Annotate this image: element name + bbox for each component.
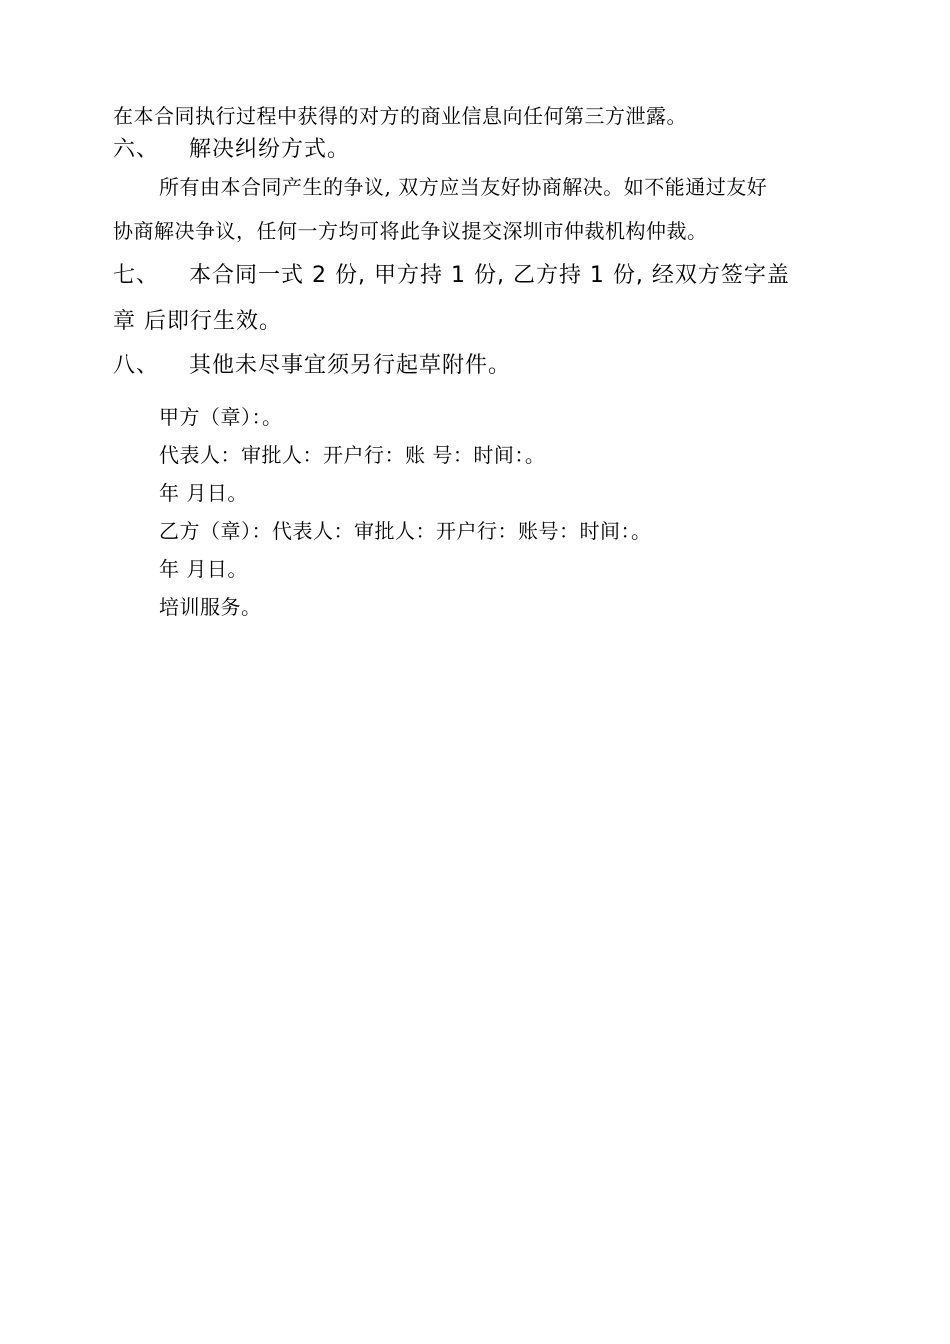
section6-body-line2: 协商解决争议，任何一方均可将此争议提交深圳市仲裁机构仲裁。 [113, 219, 708, 243]
party-b-date: 年 月日。 [159, 557, 248, 581]
party-a-seal: 甲方（章）：。 [159, 405, 283, 429]
section6-number: 六、 [113, 137, 160, 162]
section6-body-line1: 所有由本合同产生的争议, 双方应当友好协商解决。如不能通过友好 [159, 175, 768, 199]
continuation-line: 在本合同执行过程中获得的对方的商业信息向任何第三方泄露。 [113, 104, 687, 128]
party-a-fields: 代表人：审批人：开户行：账 号：时间：。 [159, 443, 546, 467]
section8-number: 八、 [113, 353, 160, 378]
section6-title: 解决纠纷方式。 [189, 137, 351, 162]
party-a-date: 年 月日。 [159, 481, 248, 505]
party-b-seal-fields: 乙方（章）：代表人：审批人：开户行：账号：时间：。 [159, 519, 652, 543]
section8-heading [113, 355, 511, 377]
section8-text: 其他未尽事宜须另行起草附件。 [189, 353, 512, 378]
section7-number: 七、 [113, 263, 160, 288]
section6-heading [113, 139, 350, 161]
footer-note: 培训服务。 [159, 595, 262, 619]
section7-text-line1: 本合同一式 2 份, 甲方持 1 份, 乙方持 1 份, 经双方签字盖 [189, 263, 790, 288]
section7-text-line2: 章 后即行生效。 [113, 309, 282, 334]
section7-line1 [113, 265, 790, 287]
